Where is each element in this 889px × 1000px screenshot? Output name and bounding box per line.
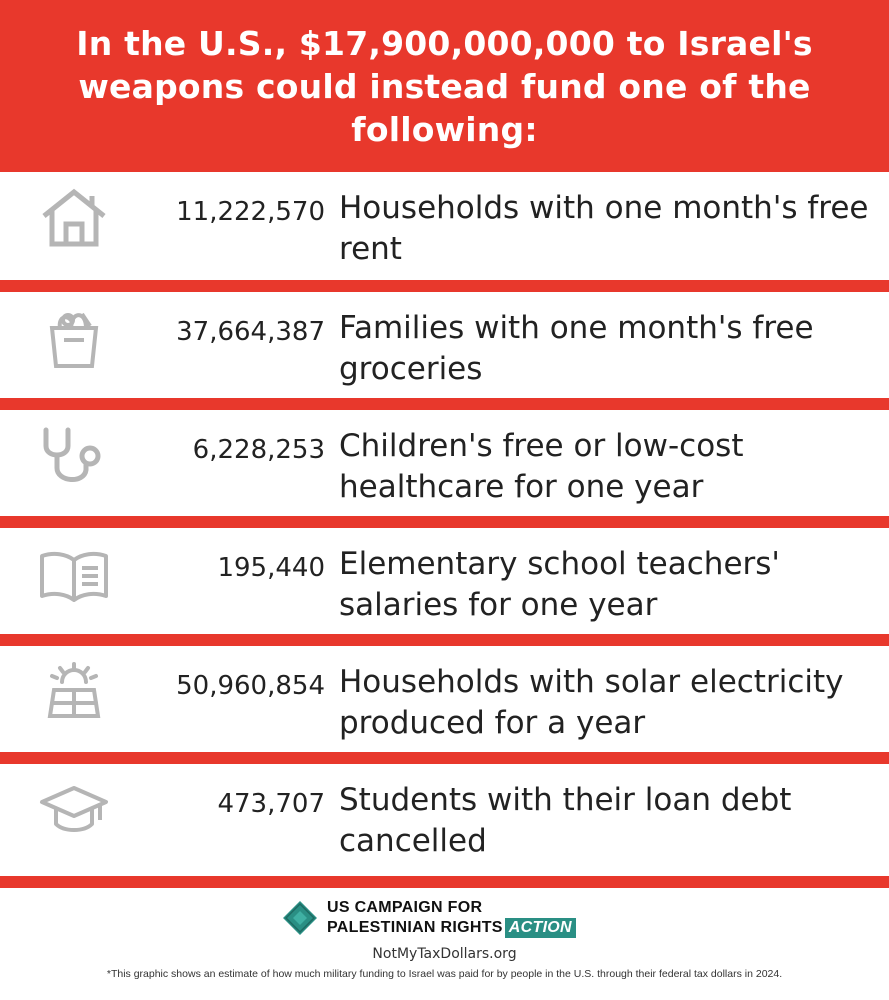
divider [0, 876, 889, 888]
open-book-icon [38, 542, 110, 606]
divider [0, 280, 889, 292]
list-item [0, 172, 889, 278]
item-number: 195,440 [217, 553, 325, 583]
list-item [0, 764, 889, 870]
item-description: Children's free or low-cost healthcare for one year [339, 428, 744, 505]
website-link[interactable]: NotMyTaxDollars.org [372, 946, 517, 962]
item-number: 6,228,253 [192, 435, 325, 465]
header-banner [0, 0, 889, 172]
list-item [0, 292, 889, 398]
divider [0, 398, 889, 410]
list-item [0, 410, 889, 516]
item-description: Households with one month's free rent [339, 190, 869, 267]
item-number: 11,222,570 [176, 197, 325, 227]
footnote: *This graphic shows an estimate of how much military funding to Israel was paid for by people in the U.S. through their federal tax dollars in 2024. [106, 968, 783, 980]
divider [0, 516, 889, 528]
action-badge: ACTION [505, 918, 576, 938]
item-description: Families with one month's free groceries [339, 310, 814, 387]
item-number: 50,960,854 [176, 671, 325, 701]
divider [0, 752, 889, 764]
item-number: 37,664,387 [176, 317, 325, 347]
list-item [0, 646, 889, 752]
grocery-bag-icon [38, 306, 110, 370]
divider [0, 634, 889, 646]
footer [0, 888, 889, 1000]
graduation-cap-icon [38, 778, 110, 842]
house-icon [38, 186, 110, 250]
solar-panel-icon [38, 660, 110, 724]
list-item [0, 528, 889, 634]
item-number: 473,707 [217, 789, 325, 819]
item-description: Students with their loan debt cancelled [339, 782, 792, 859]
diamond-logo-icon [281, 899, 319, 937]
org-name-line2: PALESTINIAN RIGHTS [327, 919, 503, 936]
stethoscope-icon [38, 424, 110, 488]
page-title: In the U.S., $17,900,000,000 to Israel's weapons could instead fund one of the following: [76, 23, 813, 149]
item-description: Households with solar electricity produced for a year [339, 664, 844, 741]
org-name-line1: US CAMPAIGN FOR [327, 899, 483, 916]
organization-logo [281, 898, 576, 938]
item-description: Elementary school teachers' salaries for one year [339, 546, 780, 623]
